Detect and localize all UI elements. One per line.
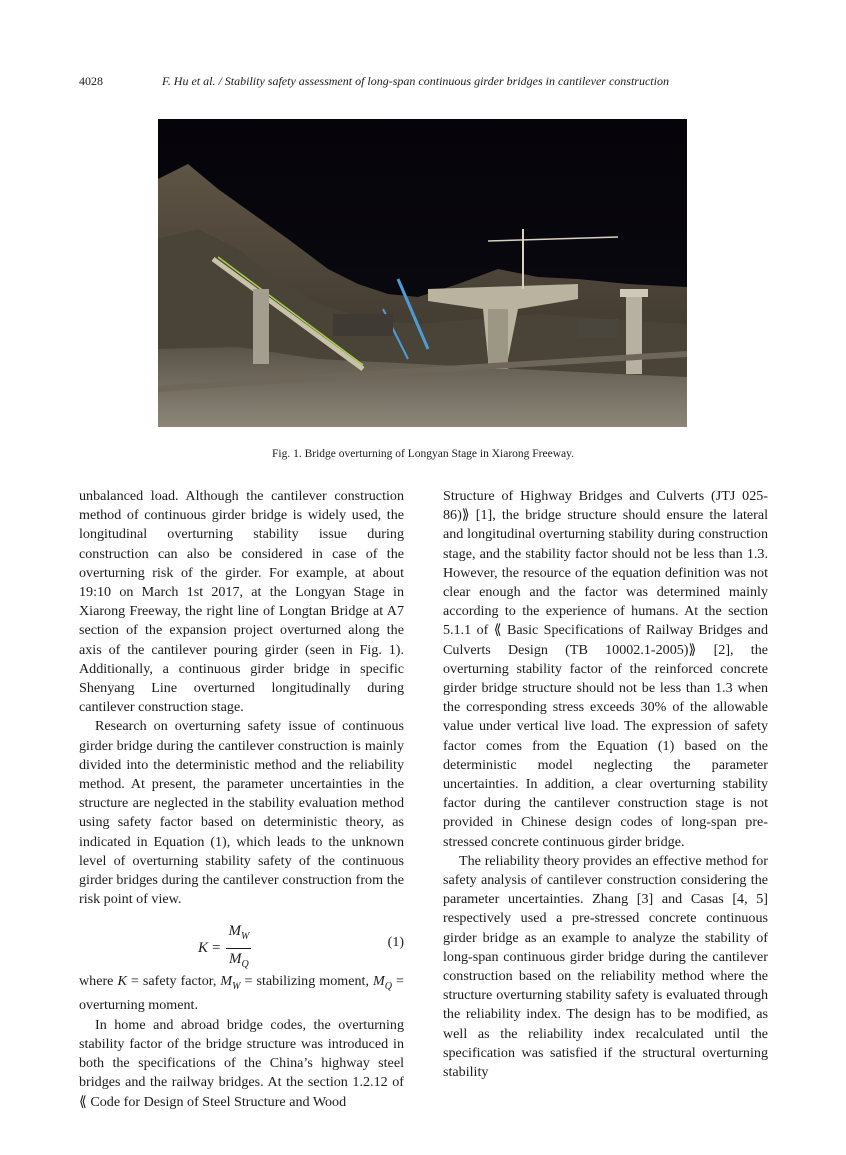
var-MQ: M [373, 973, 385, 990]
equation-fraction [226, 922, 251, 973]
paragraph: The reliability theory provides an effective method for safety analysis of cantilever construction considering the parameter uncertainties. Zhang [3] and Casas [4, 5] respectively used a pre-stressed concrete continuous girder bridge as an example to analyze the stability of long-span continuous girder bridge during the cantilever construction based on the reliability method where the structure overturning stability safety is evaluated through the reliability index. The design has to be modified, as well as the reliability index recalculated until the specification was satisfied if the structural overturning stability [443, 852, 768, 1081]
text: = safety factor, [126, 973, 221, 990]
page-number: 4028 [79, 74, 103, 88]
paragraph: unbalanced load. Although the cantilever construction method of continuous girder bridge is widely used, the longitudinal overturning stability issue during construction can also be considered in case of the overturning risk of the girder. For example, at about 19:10 on March 1st 2017, at the Longyan Stage in Xiarong Freeway, the right line of Longtan Bridge at A7 section of the expansion project overturned along the axis of the cantilever pouring girder (seen in Fig. 1). Additionally, a continuous girder bridge in specific Shenyang Line overturned longitudinally during cantilever construction stage. [79, 488, 404, 716]
paragraph: In home and abroad bridge codes, the overturning stability factor of the bridge structure was introduced in both the specifications of the China’s highway steel bridges and the railway bridges. At the section 1.2.12 of ⟪ Code for Design of Steel Structure and Wood [79, 1016, 404, 1110]
var-MW-sub: W [232, 981, 241, 993]
denominator-var: M [229, 950, 242, 967]
paragraph: Research on overturning safety issue of continuous girder bridge during the cantilever construction is mainly divided into the deterministic method and the reliability method. At present, the parameter uncertainties in the structure are neglected in the stability evaluation method using safety factor based on deterministic theory, as indicated in Equation (1), which leads to the unknown level of overturning stability safety of the continuous girder bridges during the cantilever construction from the risk point of view. [79, 718, 404, 908]
equation-1 [79, 912, 404, 972]
equation-equals: = [212, 939, 221, 956]
paragraph: Structure of Highway Bridges and Culverts (JTJ 025-86)⟫ [1], the bridge structure should ensure the lateral and longitudinal overturning stability during construction stage, and the stability factor should not be less than 1.3. However, the resource of the equation definition was not clear enough and the factor was determined mainly according to the experience of humans. At the section 5.1.1 of ⟪ Basic Specifications of Railway Bridges and Culverts Design (TB 10002.1-2005)⟫ [2], the overturning stability factor of the reinforced concrete girder bridge structure should not be less than 1.3 when the corresponding stress exceeds 30% of the allowable value under vertical live load. The expression of safety factor comes from the Equation (1) based on the deterministic model neglecting the parameter uncertainties. In addition, a clear overturning stability factor during the cantilever construction stage is not provided in Chinese design codes of long-span pre-stressed concrete continuous girder bridge. [443, 488, 768, 850]
left-column [79, 487, 404, 1112]
page-header [0, 74, 846, 94]
where-definition [79, 972, 404, 1015]
figure-caption: Fig. 1. Bridge overturning of Longyan Stage in Xiarong Freeway. [271, 448, 575, 460]
equation-lhs: K [198, 939, 209, 956]
text: where [79, 973, 118, 990]
equation-number: (1) [387, 935, 404, 951]
var-MW: M [220, 973, 233, 990]
numerator-var: M [228, 923, 241, 940]
bridge-photo-illustration [158, 119, 687, 427]
figure-bridge-photo [158, 119, 687, 427]
running-title: F. Hu et al. / Stability safety assessment of long-span continuous girder bridges in cantilever construction [162, 74, 669, 88]
equation-numerator [226, 922, 251, 948]
text: = overturning moment. [79, 973, 404, 1014]
denominator-sub: Q [241, 958, 249, 970]
numerator-sub: W [240, 931, 250, 943]
var-MQ-sub: Q [384, 981, 393, 993]
var-K: K [117, 973, 127, 990]
equation-denominator [229, 949, 249, 974]
right-column [443, 487, 768, 1082]
text: = stabilizing moment, [240, 973, 374, 990]
